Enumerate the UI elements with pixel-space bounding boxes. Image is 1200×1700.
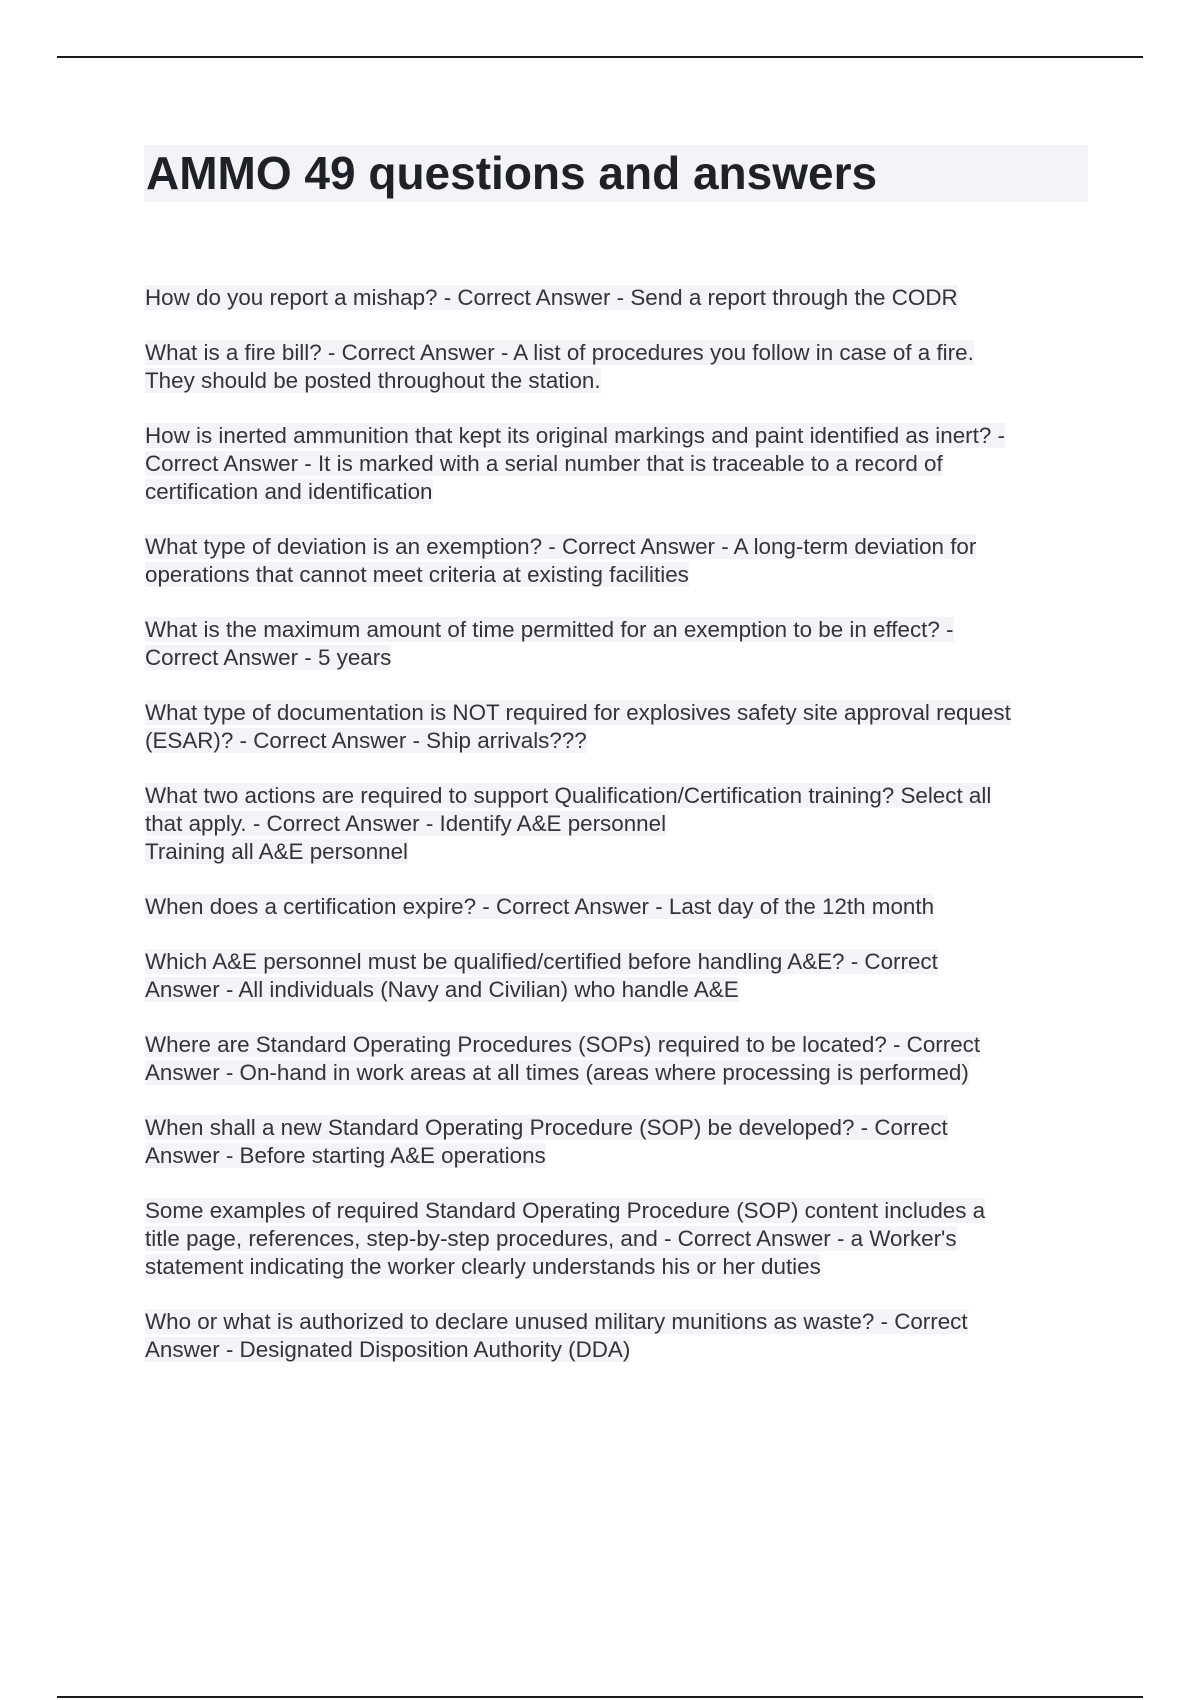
qa-text-line: certification and identification <box>145 479 433 504</box>
title-block <box>144 145 1088 202</box>
qa-text-line: Answer - Before starting A&E operations <box>145 1143 546 1168</box>
header-rule <box>57 56 1143 58</box>
qa-text-line: that apply. - Correct Answer - Identify A&E personnel <box>145 811 667 836</box>
qa-text-line: Correct Answer - 5 years <box>145 645 392 670</box>
qa-text-line: When shall a new Standard Operating Procedure (SOP) be developed? - Correct <box>145 1115 948 1140</box>
footer-rule <box>57 1696 1143 1698</box>
qa-item <box>145 948 1085 1004</box>
qa-text-line: Some examples of required Standard Operating Procedure (SOP) content includes a <box>145 1198 986 1223</box>
qa-item <box>145 782 1085 866</box>
qa-item <box>145 422 1085 506</box>
qa-item <box>145 893 1085 921</box>
qa-item <box>145 1197 1085 1281</box>
qa-item <box>145 616 1085 672</box>
qa-text-line: How do you report a mishap? - Correct Answer - Send a report through the CODR <box>145 285 958 310</box>
qa-item <box>145 699 1085 755</box>
qa-item <box>145 1114 1085 1170</box>
qa-text-line: What type of documentation is NOT required for explosives safety site approval request <box>145 700 1011 725</box>
qa-text-line: title page, references, step-by-step procedures, and - Correct Answer - a Worker's <box>145 1226 957 1251</box>
qa-text-line: Who or what is authorized to declare unused military munitions as waste? - Correct <box>145 1309 968 1334</box>
qa-text-line: Which A&E personnel must be qualified/certified before handling A&E? - Correct <box>145 949 938 974</box>
qa-text-line: They should be posted throughout the station. <box>145 368 601 393</box>
qa-item <box>145 533 1085 589</box>
qa-item <box>145 1031 1085 1087</box>
qa-text-line: Answer - On-hand in work areas at all times (areas where processing is performed) <box>145 1060 969 1085</box>
qa-item <box>145 1308 1085 1364</box>
qa-text-line: Training all A&E personnel <box>145 839 409 864</box>
qa-text-line: Correct Answer - It is marked with a serial number that is traceable to a record of <box>145 451 943 476</box>
qa-item <box>145 339 1085 395</box>
qa-text-line: When does a certification expire? - Correct Answer - Last day of the 12th month <box>145 894 935 919</box>
qa-text-line: (ESAR)? - Correct Answer - Ship arrivals??? <box>145 728 587 753</box>
qa-text-line: How is inerted ammunition that kept its original markings and paint identified as inert? - <box>145 423 1005 448</box>
qa-text-line: statement indicating the worker clearly understands his or her duties <box>145 1254 821 1279</box>
qa-text-line: operations that cannot meet criteria at existing facilities <box>145 562 689 587</box>
qa-text-line: What two actions are required to support Qualification/Certification training? Select all <box>145 783 992 808</box>
qa-item <box>145 284 1085 312</box>
qa-text-line: What type of deviation is an exemption? - Correct Answer - A long-term deviation for <box>145 534 977 559</box>
qa-list <box>145 284 1085 1391</box>
qa-text-line: Answer - All individuals (Navy and Civilian) who handle A&E <box>145 977 739 1002</box>
qa-text-line: What is a fire bill? - Correct Answer - A list of procedures you follow in case of a fire. <box>145 340 974 365</box>
qa-text-line: What is the maximum amount of time permitted for an exemption to be in effect? - <box>145 617 954 642</box>
qa-text-line: Answer - Designated Disposition Authority (DDA) <box>145 1337 631 1362</box>
page-title: AMMO 49 questions and answers <box>146 147 878 199</box>
qa-text-line: Where are Standard Operating Procedures (SOPs) required to be located? - Correct <box>145 1032 981 1057</box>
